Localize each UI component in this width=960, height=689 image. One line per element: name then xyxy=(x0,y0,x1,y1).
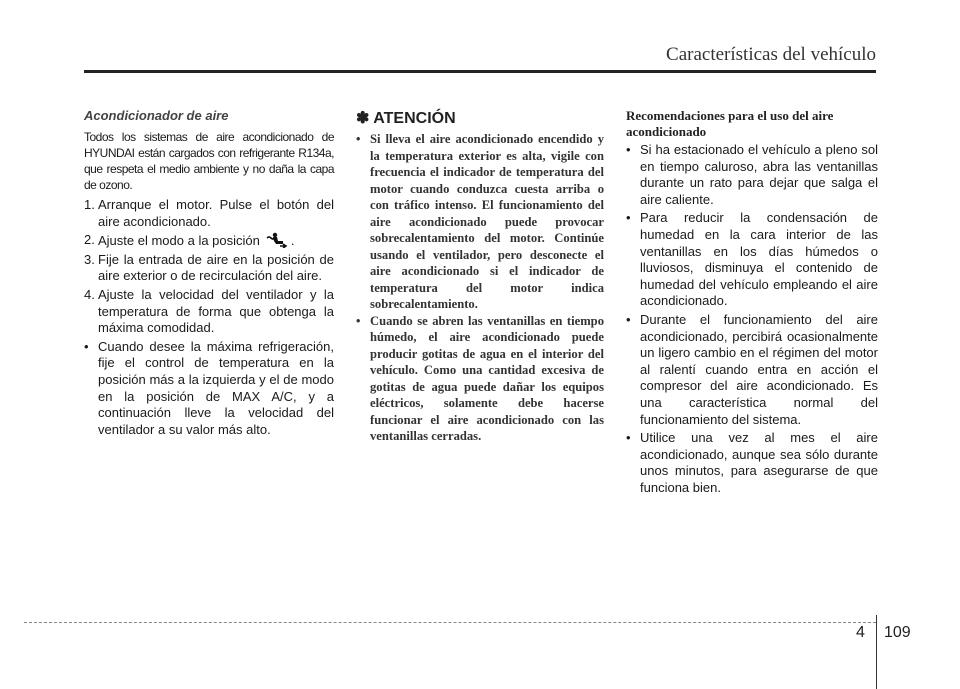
recommendations-list xyxy=(626,142,878,496)
recommendation-item: • Si ha estacionado el vehículo a pleno sol en tiempo caluroso, abra las ventanillas durante un rato para dejar que salga el aire caliente. xyxy=(626,142,878,207)
attention-item: • Cuando se abren las ventanillas en tiempo húmedo, el aire acondicionado puede producir gotitas de agua en el interior del vehículo. Como una cantidad excesiva de gotitas de agua puede dañar los equipos eléctricos, solamente debe hacerse funcionar el aire acondicionado con las ventanillas cerradas. xyxy=(356,313,604,443)
chapter-number: 4 xyxy=(856,624,865,641)
recommendations-title: Recomendaciones para el uso del aire acondicionado xyxy=(626,108,834,139)
recommendation-item: • Utilice una vez al mes el aire acondicionado, aunque sea sólo durante unos minutos, para asegurarse de que funciona bien. xyxy=(626,430,878,495)
page-number: 109 xyxy=(884,624,911,641)
intro-paragraph: Todos los sistemas de aire acondicionado de HYUNDAI están cargados con refrigerante R134a, que respeta el medio ambiente y no daña la capa de ozono. xyxy=(84,130,334,192)
tip-list xyxy=(84,339,334,439)
column-recommendations xyxy=(626,108,878,498)
steps-list xyxy=(84,197,334,337)
tip-item: • Cuando desee la máxima refrigeración, fije el control de temperatura en la posición más a la izquierda y el de modo en la posición de MAX A/C, y a continuación lleve la velocidad del ventilador a su valor más alto. xyxy=(84,338,334,437)
step-item: 3. Fije la entrada de aire en la posición de aire exterior o de recirculación del aire. xyxy=(84,251,334,284)
footer-rule xyxy=(24,622,876,623)
section-title: Acondicionador de aire xyxy=(84,108,229,123)
attention-list xyxy=(356,131,604,445)
recommendation-item: • Durante el funcionamiento del aire acondicionado, percibirá ocasionalmente un ligero cambio en el régimen del motor al ralentí cuando entra en acción el compresor del aire acondicionado. Es una característica normal del funcionamiento del sistema. xyxy=(626,311,878,427)
header-rule xyxy=(84,70,876,73)
header-title: Características del vehículo xyxy=(666,44,876,65)
column-attention xyxy=(356,108,604,445)
floor-defrost-mode-icon xyxy=(266,232,288,248)
step-item: 1. Arranque el motor. Pulse el botón del aire acondicionado. xyxy=(84,197,334,229)
asterisk-icon: ✽ xyxy=(356,110,370,127)
column-left xyxy=(84,108,334,440)
footer-divider xyxy=(876,615,877,689)
step-item: 2. Ajuste el modo a la posición . xyxy=(84,232,295,249)
recommendation-item: • Para reducir la condensación de humedad en la cara interior de las ventanillas en los días húmedos o lluviosos, disminuya el contenido de humedad del vehículo empleando el aire acondicionado. xyxy=(626,210,878,309)
attention-title: ✽ ATENCIÓN xyxy=(356,110,456,127)
attention-item: • Si lleva el aire acondicionado encendido y la temperatura exterior es alta, vigile con frecuencia el indicador de temperatura del motor cuando conduzca cuesta arriba o con tráfico intenso. El funcionamiento del aire acondicionado puede provocar sobrecalentamiento del motor. Continúe usando el ventilador, pero desconecte el aire acondicionado si el indicador de temperatura del motor indica sobrecalentamiento. xyxy=(356,132,604,311)
step-item: 4. Ajuste la velocidad del ventilador y la temperatura de forma que obtenga la máxima comodidad. xyxy=(84,286,334,336)
